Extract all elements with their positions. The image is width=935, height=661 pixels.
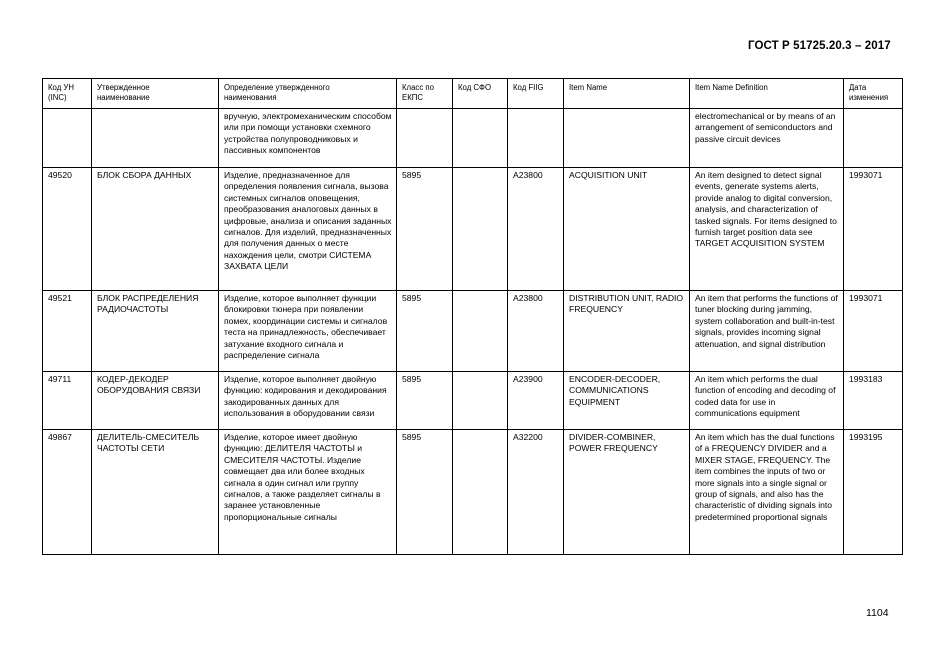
cell-fiig-code: A23900 [508, 372, 564, 430]
cell-fiig-code: A23800 [508, 168, 564, 291]
cell-name-definition: Изделие, которое выполняет функции блокировки тюнера при появлении помех, координации системы и сигналов теста на принадлежность, обеспечивает затухание входного сигнала и распределение сигнала [219, 291, 397, 372]
cell-inc [43, 109, 92, 168]
cell-sfo-code [453, 430, 508, 555]
cell-name-definition: Изделие, которое выполняет двойную функцию: кодирования и декодирования закодированных данных для использования в оборудовании связи [219, 372, 397, 430]
table-row [43, 430, 903, 555]
cell-item-name-definition: electromechanical or by means of an arrangement of semiconductors and passive circuit devices [690, 109, 844, 168]
cell-item-name: ENCODER-DECODER, COMMUNICATIONS EQUIPMENT [564, 372, 690, 430]
cell-item-name: DIVIDER-COMBINER, POWER FREQUENCY [564, 430, 690, 555]
cell-ekps-class: 5895 [397, 372, 453, 430]
cell-fiig-code: A32200 [508, 430, 564, 555]
cell-approved-name: БЛОК РАСПРЕДЕЛЕНИЯ РАДИОЧАСТОТЫ [92, 291, 219, 372]
cell-item-name-definition: An item which performs the dual function of encoding and decoding of coded data for use in communications equipment [690, 372, 844, 430]
cell-sfo-code [453, 372, 508, 430]
column-header-fiig-code: Код FIIG [508, 79, 564, 109]
column-header-approved-name: Утвержденное наименование [92, 79, 219, 109]
cell-ekps-class: 5895 [397, 168, 453, 291]
cell-approved-name: ДЕЛИТЕЛЬ-СМЕСИТЕЛЬ ЧАСТОТЫ СЕТИ [92, 430, 219, 555]
cell-item-name-definition: An item designed to detect signal events, generate systems alerts, provide analog to digital conversion, analysis, and characterization of tasked signals. For items designed to furnish target position data see TARGET ACQUISITION SYSTEM [690, 168, 844, 291]
cell-sfo-code [453, 168, 508, 291]
cell-change-date: 1993071 [844, 291, 903, 372]
column-header-ekps-class: Класс по ЕКПС [397, 79, 453, 109]
cell-change-date: 1993195 [844, 430, 903, 555]
cell-ekps-class: 5895 [397, 430, 453, 555]
cell-fiig-code [508, 109, 564, 168]
nomenclature-table [42, 78, 903, 555]
table-row [43, 168, 903, 291]
document-header: ГОСТ Р 51725.20.3 – 2017 [748, 40, 891, 52]
cell-item-name-definition: An item which has the dual functions of a FREQUENCY DIVIDER and a MIXER STAGE, FREQUENCY. The item combines the inputs of two or more signals into a single signal or group of signals, and also has the characteristic of dividing signals into predetermined proportional signals [690, 430, 844, 555]
cell-sfo-code [453, 109, 508, 168]
cell-item-name [564, 109, 690, 168]
cell-approved-name: БЛОК СБОРА ДАННЫХ [92, 168, 219, 291]
cell-change-date: 1993071 [844, 168, 903, 291]
cell-approved-name [92, 109, 219, 168]
table-row [43, 291, 903, 372]
table-row [43, 109, 903, 168]
cell-change-date: 1993183 [844, 372, 903, 430]
cell-item-name-definition: An item that performs the functions of tuner blocking during jamming, system collaboration and built-in-test signals, provides incoming signal attenuation, and signal distribution [690, 291, 844, 372]
cell-ekps-class: 5895 [397, 291, 453, 372]
cell-inc: 49711 [43, 372, 92, 430]
cell-sfo-code [453, 291, 508, 372]
cell-name-definition: вручную, электромеханическим способом или при помощи установки схемного устройства полупроводниковых и пассивных компонентов [219, 109, 397, 168]
column-header-name-definition: Определение утвержденного наименования [219, 79, 397, 109]
table-row [43, 372, 903, 430]
cell-ekps-class [397, 109, 453, 168]
cell-inc: 49867 [43, 430, 92, 555]
column-header-item-name-definition: Item Name Definition [690, 79, 844, 109]
cell-fiig-code: A23800 [508, 291, 564, 372]
cell-name-definition: Изделие, предназначенное для определения появления сигнала, вызова системных сигналов оповещения, преобразования аналоговых данных в цифровые, анализа и описания заданных сигналов. Для изделий, предназначенных для получения данных о месте нахождения цели, смотри СИСТЕМА ЗАХВАТА ЦЕЛИ [219, 168, 397, 291]
cell-item-name: DISTRIBUTION UNIT, RADIO FREQUENCY [564, 291, 690, 372]
cell-inc: 49520 [43, 168, 92, 291]
column-header-inc: Код УН (INC) [43, 79, 92, 109]
column-header-sfo-code: Код СФО [453, 79, 508, 109]
page-number: 1104 [866, 607, 889, 619]
column-header-item-name: Item Name [564, 79, 690, 109]
column-header-change-date: Дата изменения [844, 79, 903, 109]
cell-change-date [844, 109, 903, 168]
cell-approved-name: КОДЕР-ДЕКОДЕР ОБОРУДОВАНИЯ СВЯЗИ [92, 372, 219, 430]
cell-inc: 49521 [43, 291, 92, 372]
cell-item-name: ACQUISITION UNIT [564, 168, 690, 291]
cell-name-definition: Изделие, которое имеет двойную функцию: ДЕЛИТЕЛЯ ЧАСТОТЫ и СМЕСИТЕЛЯ ЧАСТОТЫ. Изделие совмещает два или более входных сигнала в один сигнал или группу сигналов, а также разделяет сигналы в заранее установленные пропорциональные сигналы [219, 430, 397, 555]
table-header-row [43, 79, 903, 109]
